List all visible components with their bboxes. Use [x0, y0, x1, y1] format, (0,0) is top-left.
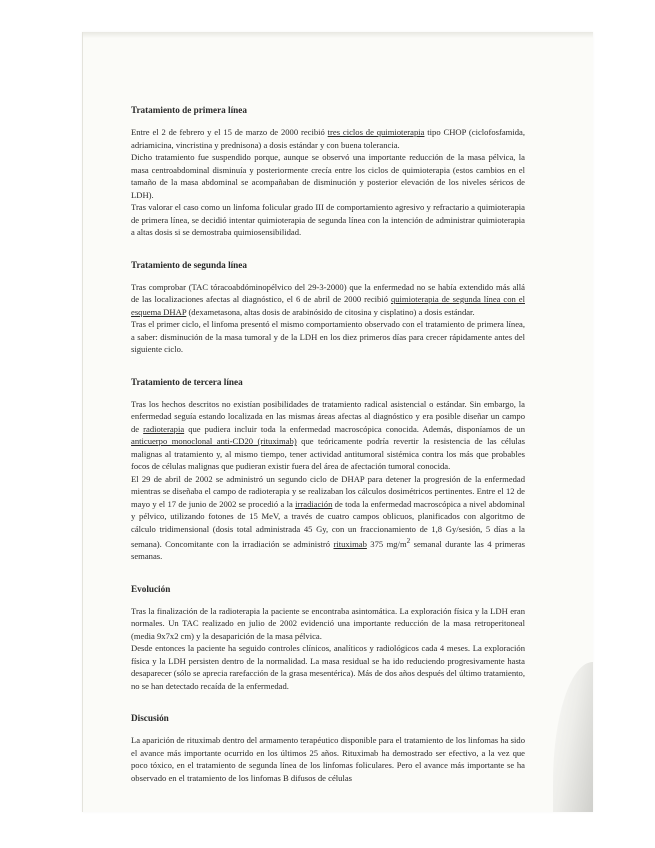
text-run: Tras los hechos descritos no existían posibilidades de tratamiento radical asistencial o estándar. Sin embargo, la enfermedad seguía estando localizada en las mismas áreas afectas al diagnóstico y era posible diseñar un campo de [131, 398, 525, 434]
section-heading: Tratamiento de segunda línea [131, 259, 247, 270]
underlined-term: quimioterapia de segunda línea con el esquema DHAP [131, 294, 525, 317]
text-run: tipo CHOP (ciclofosfamida, adriamicina, vincristina y prednisona) a dosis estándar y con buena tolerancia. [131, 127, 525, 150]
text-run: Desde entonces la paciente ha seguido controles clínicos, analíticos y radiológicos cada 4 meses. La exploración física y la LDH persisten dentro de la normalidad. La masa residual se ha ido reduciendo progresivamente hasta desaparecer (sólo se aprecia rarefacción de la grasa mesentérica). Más de dos años después del último tratamiento, no se han detectado recaída de la enfermedad. [131, 643, 525, 691]
section-segunda-linea [131, 259, 525, 356]
scanned-page [82, 32, 593, 812]
text-run: 375 mg/m [366, 538, 407, 549]
paragraph [131, 201, 525, 239]
paragraph [131, 318, 525, 356]
text-run: La aparición de rituximab dentro del armamento terapéutico disponible para el tratamiento de los linfomas ha sido el avance más importante ocurrido en los últimos 25 años. Rituximab ha demostrado ser efectivo, a la vez que poco tóxico, en el tratamiento de segunda línea de los linfomas foliculares. Pero el avance más importante se ha observado en el tratamiento de los linfomas B difusos de células [131, 735, 525, 783]
section-primera-linea [131, 104, 525, 239]
superscript: 2 [406, 537, 411, 545]
underlined-term: irradiación [295, 498, 333, 509]
section-heading: Evolución [131, 583, 171, 594]
underlined-term: radioterapia [143, 423, 185, 434]
paragraph [131, 734, 525, 784]
text-run: que pudiera incluir toda la enfermedad macroscópica conocida. Además, disponíamos de un [184, 423, 525, 434]
underlined-term: anticuerpo monoclonal anti-CD20 (rituximab) [131, 436, 297, 446]
section-heading: Discusión [131, 713, 169, 724]
section-heading: Tratamiento de primera línea [131, 105, 247, 115]
paragraph [131, 126, 525, 151]
underlined-term: rituximab [333, 538, 367, 549]
text-run: Tras comprobar (TAC tóracoabdóminopélvico del 29-3-2000) que la enfermedad no se había extendido más allá de las localizaciones afectas al diagnóstico, el 6 de abril de 2000 recibió [131, 281, 525, 304]
page-top-shadow [83, 32, 593, 38]
text-run: Entre el 2 de febrero y el 15 de marzo de 2000 recibió [131, 127, 328, 137]
text-run: Tras el primer ciclo, el linfoma presentó el mismo comportamiento observado con el tratamiento de primera línea, a saber: disminución de la masa tumoral y de la LDH en los diez primeros días para crecer rápidamente antes del siguiente ciclo. [131, 319, 525, 354]
text-run: (dexametasona, altas dosis de arabinósido de citosina y cisplatino) a dosis estándar. [186, 306, 475, 317]
page-curl [553, 662, 593, 812]
text-run: Tras valorar el caso como un linfoma folicular grado III de comportamiento agresivo y refractario a quimioterapia de primera línea, se decidió intentar quimioterapia de segunda línea con la intención de administrar quimioterapia a altas dosis si se demostraba quimiosensibilidad. [131, 202, 525, 237]
underlined-term: tres ciclos de quimioterapia [327, 127, 425, 137]
paragraph [131, 642, 525, 692]
paragraph [131, 151, 525, 201]
text-run: de toda la enfermedad macroscópica a nivel abdominal y pélvico, utilizando fotones de 15 MeV, a través de cuatro campos oblicuos, planificados con algoritmo de cálculo tridimensional (dosis total administrada 45 Gy, con un fraccionamiento de 1,8 Gy/sesión, 5 días a la semana). Concomitante con la irradiación se administró [131, 498, 525, 549]
paragraph [131, 605, 525, 643]
text-run: semanal durante las 4 primeras semanas. [131, 538, 526, 562]
section-tercera-linea [131, 376, 525, 563]
document-body [131, 104, 525, 784]
section-discusion [131, 712, 525, 784]
paragraph [131, 281, 525, 319]
paragraph [131, 398, 525, 473]
text-run: Dicho tratamiento fue suspendido porque, aunque se observó una importante reducción de la masa pélvica, la masa centroabdominal disminuía y posteriormente crecía entre los ciclos de quimioterapia (estos cambios en el tamaño de la masa abdominal se acompañaban de disminución y posterior elevación de los niveles séricos de LDH). [131, 152, 525, 200]
text-run: que teóricamente podría revertir la resistencia de las células malignas al tratamiento y, al mismo tiempo, tener actividad antitumoral sistémica contra los más que probables focos de células malignas que pudieran existir fuera del área de afectación tumoral conocida. [131, 436, 525, 471]
section-evolucion [131, 583, 525, 693]
section-heading: Tratamiento de tercera línea [131, 376, 243, 387]
text-run: El 29 de abril de 2002 se administró un segundo ciclo de DHAP para detener la progresión de la enfermedad mientras se diseñaba el campo de radioterapia y se realizaban los cálculos dosimétricos pertinentes. Entre el 12 de mayo y el 17 de junio de 2002 se procedió a la [131, 473, 525, 509]
text-run: Tras la finalización de la radioterapia la paciente se encontraba asintomática. La exploración física y la LDH eran normales. Un TAC realizado en julio de 2002 evidenció una importante reducción de la masa retroperitoneal (media 9x7x2 cm) y la desaparición de la masa pélvica. [131, 605, 525, 641]
paragraph [131, 473, 525, 563]
